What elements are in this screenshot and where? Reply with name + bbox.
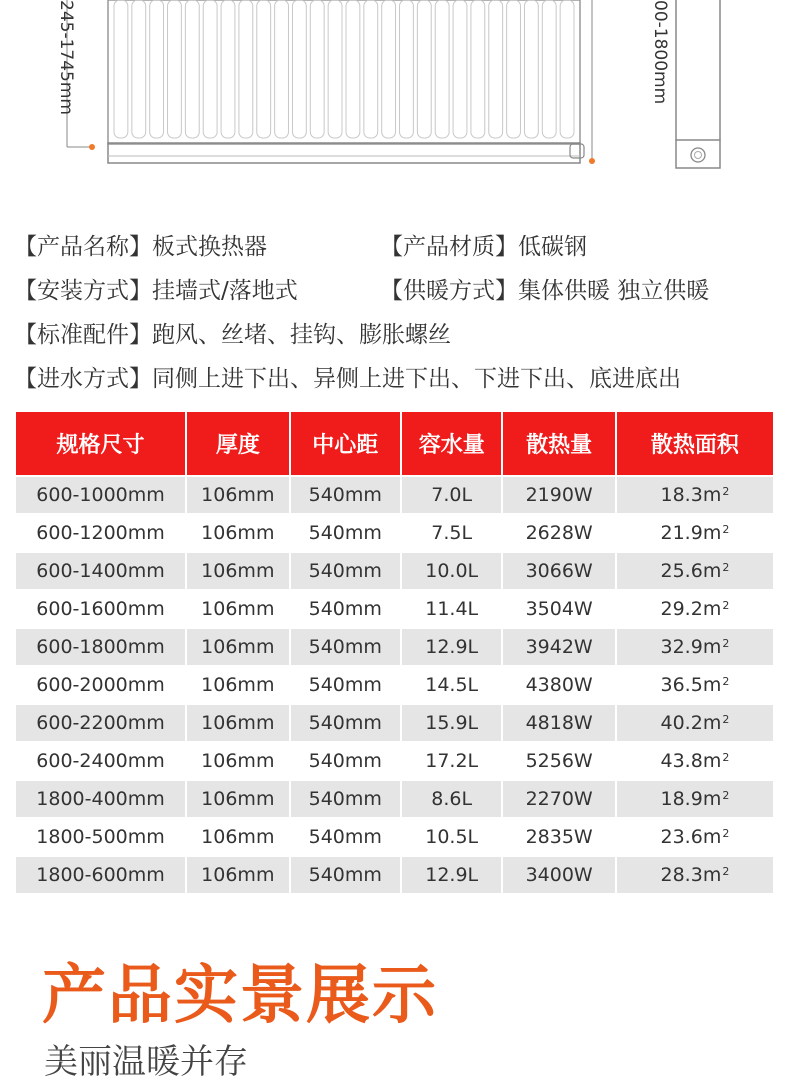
radiator-fin xyxy=(257,0,271,138)
table-cell: 106mm xyxy=(187,743,290,779)
table-row xyxy=(16,857,773,893)
area-unit: m xyxy=(702,788,722,810)
area-unit: m xyxy=(702,826,722,848)
area-exponent: 2 xyxy=(722,864,730,878)
table-cell: 540mm xyxy=(291,553,402,589)
table-cell: 106mm xyxy=(187,667,290,703)
area-exponent: 2 xyxy=(722,712,730,726)
spec-value: 同侧上进下出、异侧上进下出、下进下出、底进底出 xyxy=(152,365,681,392)
table-cell: 540mm xyxy=(291,591,402,627)
radiator-fin xyxy=(400,0,414,138)
spec-value: 跑风、丝堵、挂钩、膨胀螺丝 xyxy=(152,321,451,348)
area-value: 32.9 xyxy=(660,636,703,658)
table-row xyxy=(16,781,773,817)
area-value: 25.6 xyxy=(660,560,703,582)
area-value: 43.8 xyxy=(660,750,703,772)
spec-key: 【产品名称】 xyxy=(14,233,152,260)
table-cell: 2628W xyxy=(503,515,616,551)
table-cell: 106mm xyxy=(187,857,290,893)
table-cell: 540mm xyxy=(291,667,402,703)
spec-value: 集体供暖 独立供暖 xyxy=(518,277,710,304)
table-cell: 7.0L xyxy=(402,477,503,513)
table-cell: 5256W xyxy=(503,743,616,779)
area-unit: m xyxy=(702,864,722,886)
radiator-fin xyxy=(435,0,449,138)
table-cell: 106mm xyxy=(187,705,290,741)
spec-row xyxy=(14,354,784,398)
table-cell xyxy=(617,629,773,665)
table-cell: 540mm xyxy=(291,743,402,779)
showcase-subtitle: 美丽温暖并存 xyxy=(44,1042,248,1082)
table-cell: 600-1000mm xyxy=(16,477,187,513)
table-cell: 3942W xyxy=(503,629,616,665)
area-unit: m xyxy=(702,750,722,772)
table-cell: 2835W xyxy=(503,819,616,855)
table-cell xyxy=(617,857,773,893)
table-cell xyxy=(617,553,773,589)
table-cell xyxy=(617,743,773,779)
table-row xyxy=(16,705,773,741)
table-row xyxy=(16,477,773,513)
column-header: 散热量 xyxy=(503,412,616,475)
height-dimension-label: 245-1745mm xyxy=(56,0,76,115)
table-cell: 10.5L xyxy=(402,819,503,855)
area-exponent: 2 xyxy=(722,826,730,840)
area-unit: m xyxy=(702,560,722,582)
table-cell: 7.5L xyxy=(402,515,503,551)
area-exponent: 2 xyxy=(722,750,730,764)
area-value: 29.2 xyxy=(660,598,703,620)
table-row xyxy=(16,819,773,855)
table-cell: 600-1600mm xyxy=(16,591,187,627)
radiator-fin xyxy=(453,0,467,138)
area-value: 18.9 xyxy=(660,788,703,810)
spec-value: 板式换热器 xyxy=(152,233,267,260)
table-cell: 4380W xyxy=(503,667,616,703)
radiator-fins xyxy=(114,0,574,138)
spec-key: 【进水方式】 xyxy=(14,365,152,392)
table-row xyxy=(16,591,773,627)
area-exponent: 2 xyxy=(722,484,730,498)
area-unit: m xyxy=(702,674,722,696)
table-cell: 106mm xyxy=(187,591,290,627)
table-cell: 15.9L xyxy=(402,705,503,741)
area-exponent: 2 xyxy=(722,788,730,802)
radiator-fin xyxy=(364,0,378,138)
table-cell: 1800-500mm xyxy=(16,819,187,855)
radiator-fin xyxy=(114,0,128,138)
area-unit: m xyxy=(702,522,722,544)
radiator-fin xyxy=(417,0,431,138)
area-value: 23.6 xyxy=(660,826,703,848)
area-exponent: 2 xyxy=(722,674,730,688)
radiator-fin xyxy=(150,0,164,138)
spec-key: 【标准配件】 xyxy=(14,321,152,348)
table-cell: 600-1800mm xyxy=(16,629,187,665)
radiator-fin xyxy=(524,0,538,138)
table-cell: 106mm xyxy=(187,477,290,513)
table-row xyxy=(16,743,773,779)
table-cell: 14.5L xyxy=(402,667,503,703)
table-cell: 540mm xyxy=(291,857,402,893)
radiator-fin xyxy=(382,0,396,138)
radiator-fin xyxy=(542,0,556,138)
spec-key: 【供暖方式】 xyxy=(380,277,518,304)
table-cell: 3504W xyxy=(503,591,616,627)
table-cell: 540mm xyxy=(291,515,402,551)
radiator-fin xyxy=(168,0,182,138)
table-cell: 106mm xyxy=(187,515,290,551)
table-cell: 2270W xyxy=(503,781,616,817)
radiator-diagram xyxy=(0,0,790,200)
table-cell: 1800-400mm xyxy=(16,781,187,817)
area-exponent: 2 xyxy=(722,522,730,536)
table-cell: 106mm xyxy=(187,629,290,665)
spec-key: 【安装方式】 xyxy=(14,277,152,304)
table-cell: 17.2L xyxy=(402,743,503,779)
table-cell: 4818W xyxy=(503,705,616,741)
length-dimension-label: 00-1800mm xyxy=(650,0,670,105)
table-cell xyxy=(617,591,773,627)
spec-key: 【产品材质】 xyxy=(380,233,518,260)
table-cell: 10.0L xyxy=(402,553,503,589)
table-cell: 540mm xyxy=(291,629,402,665)
table-cell: 106mm xyxy=(187,553,290,589)
table-cell: 600-1200mm xyxy=(16,515,187,551)
radiator-fin xyxy=(239,0,253,138)
table-cell: 600-1400mm xyxy=(16,553,187,589)
area-unit: m xyxy=(702,712,722,734)
area-exponent: 2 xyxy=(722,598,730,612)
table-header xyxy=(16,412,773,475)
column-header: 厚度 xyxy=(187,412,290,475)
radiator-fin xyxy=(185,0,199,138)
radiator-drawing xyxy=(0,0,790,200)
product-specs xyxy=(14,222,784,398)
column-header: 中心距 xyxy=(291,412,402,475)
radiator-fin xyxy=(132,0,146,138)
table-cell: 600-2400mm xyxy=(16,743,187,779)
spec-row xyxy=(14,266,784,310)
radiator-fin xyxy=(292,0,306,138)
area-value: 21.9 xyxy=(660,522,703,544)
table-cell: 1800-600mm xyxy=(16,857,187,893)
area-unit: m xyxy=(702,636,722,658)
table-cell: 8.6L xyxy=(402,781,503,817)
table-cell: 11.4L xyxy=(402,591,503,627)
column-header: 容水量 xyxy=(402,412,503,475)
radiator-fin xyxy=(507,0,521,138)
area-unit: m xyxy=(702,598,722,620)
area-value: 36.5 xyxy=(660,674,703,696)
table-cell: 3066W xyxy=(503,553,616,589)
radiator-fin xyxy=(346,0,360,138)
column-header: 规格尺寸 xyxy=(16,412,187,475)
table-cell: 540mm xyxy=(291,705,402,741)
spec-row xyxy=(14,222,784,266)
radiator-fin xyxy=(221,0,235,138)
spec-value: 挂墙式/落地式 xyxy=(152,277,298,304)
area-exponent: 2 xyxy=(722,560,730,574)
area-value: 40.2 xyxy=(660,712,703,734)
area-unit: m xyxy=(702,484,722,506)
table-cell: 12.9L xyxy=(402,857,503,893)
spec-table xyxy=(16,412,773,893)
table-cell: 3400W xyxy=(503,857,616,893)
table-cell: 540mm xyxy=(291,819,402,855)
radiator-fin xyxy=(203,0,217,138)
table-row xyxy=(16,515,773,551)
table-cell: 600-2000mm xyxy=(16,667,187,703)
radiator-fin xyxy=(471,0,485,138)
showcase-title: 产品实景展示 xyxy=(42,959,438,1033)
radiator-fin xyxy=(328,0,342,138)
table-row xyxy=(16,553,773,589)
table-cell xyxy=(617,819,773,855)
table-cell: 600-2200mm xyxy=(16,705,187,741)
column-header: 散热面积 xyxy=(650,433,739,458)
radiator-fin xyxy=(310,0,324,138)
table-row xyxy=(16,667,773,703)
table-cell: 106mm xyxy=(187,781,290,817)
table-cell xyxy=(617,667,773,703)
area-value: 28.3 xyxy=(660,864,703,886)
spec-value: 低碳钢 xyxy=(518,233,587,260)
table-row xyxy=(16,629,773,665)
radiator-fin xyxy=(560,0,574,138)
area-exponent: 2 xyxy=(722,636,730,650)
table-body xyxy=(16,477,773,893)
area-value: 18.3 xyxy=(660,484,703,506)
table-cell: 12.9L xyxy=(402,629,503,665)
table-cell xyxy=(617,515,773,551)
radiator-fin xyxy=(489,0,503,138)
spec-row xyxy=(14,310,784,354)
table-cell: 106mm xyxy=(187,819,290,855)
table-cell xyxy=(617,781,773,817)
table-cell: 2190W xyxy=(503,477,616,513)
table-cell xyxy=(617,705,773,741)
table-cell: 540mm xyxy=(291,781,402,817)
table-cell xyxy=(617,477,773,513)
table-cell: 540mm xyxy=(291,477,402,513)
radiator-fin xyxy=(275,0,289,138)
